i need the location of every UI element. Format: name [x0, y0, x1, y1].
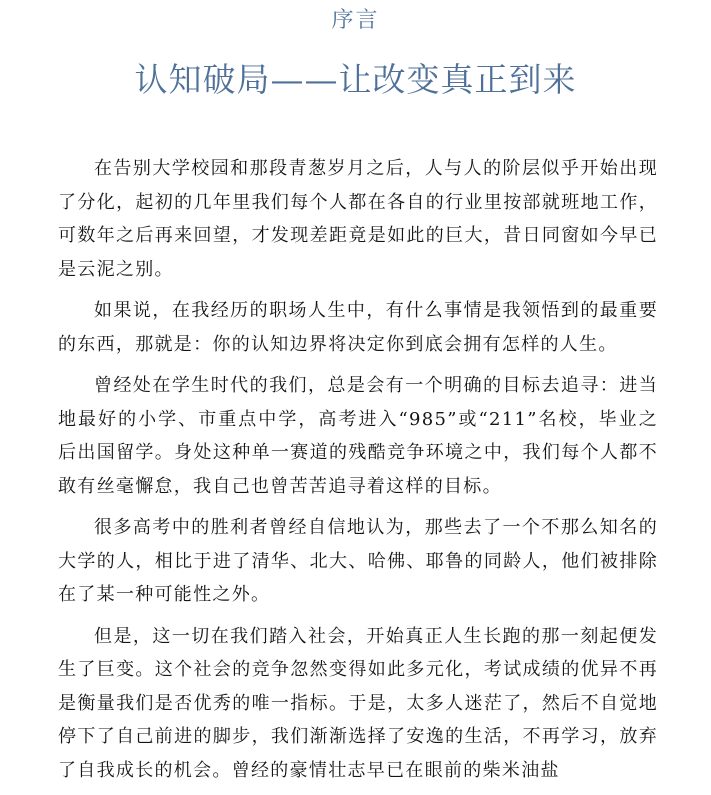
paragraph-3: 曾经处在学生时代的我们，总是会有一个明确的目标去追寻：进当地最好的小学、市重点中学，高考进入“985”或“211”名校，毕业之后出国留学。身处这种单一赛道的残酷竞争环境之中，我们每个人都不敢有丝毫懈怠，我自己也曾苦苦追寻着这样的目标。: [58, 375, 658, 497]
paragraph-1: 在告别大学校园和那段青葱岁月之后，人与人的阶层似乎开始出现了分化，起初的几年里我们每个人都在各自的行业里按部就班地工作，可数年之后再来回望，才发现差距竟是如此的巨大，昔日同窗如今早已是云泥之别。: [58, 158, 658, 280]
paragraph-4: 很多高考中的胜利者曾经自信地认为，那些去了一个不那么知名的大学的人，相比于进了清华、北大、哈佛、耶鲁的同龄人，他们被排除在了某一种可能性之外。: [58, 517, 658, 605]
body-text: [58, 152, 658, 795]
paragraph-5: 但是，这一切在我们踏入社会，开始真正人生长跑的那一刻起便发生了巨变。这个社会的竞争忽然变得如此多元化，考试成绩的优异不再是衡量我们是否优秀的唯一指标。于是，太多人迷茫了，然后不自觉地停下了自己前进的脚步，我们渐渐选择了安逸的生活，不再学习，放弃了自我成长的机会。曾经的豪情壮志早已在眼前的柴米油盐: [58, 625, 658, 781]
paragraph-2: 如果说，在我经历的职场人生中，有什么事情是我领悟到的最重要的东西，那就是：你的认知边界将决定你到底会拥有怎样的人生。: [58, 300, 658, 355]
chapter-title: 认知破局——让改变真正到来: [134, 60, 577, 99]
preface-label: 序言: [331, 8, 380, 33]
